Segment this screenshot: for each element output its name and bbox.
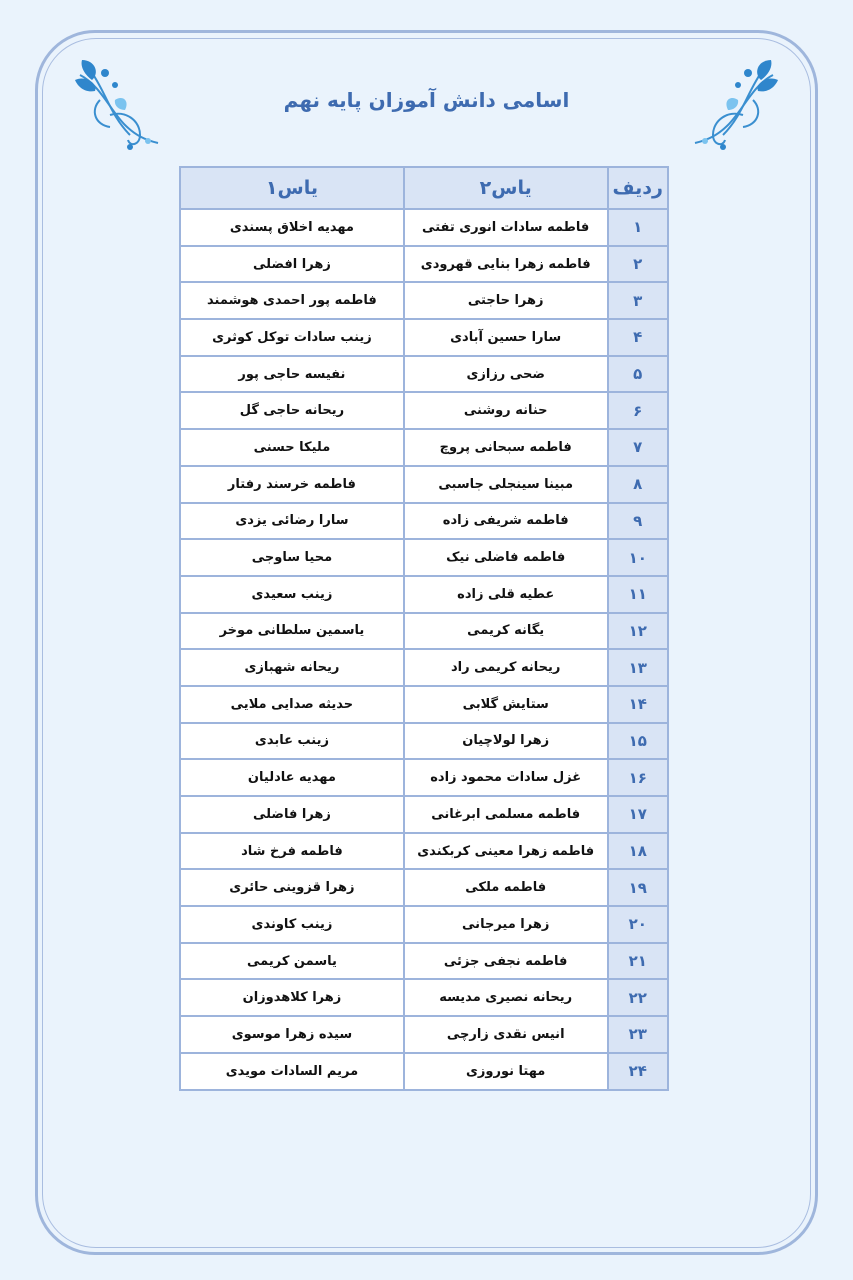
- row-number-cell: ۲۴: [608, 1053, 668, 1090]
- table-row: [180, 503, 668, 540]
- yas1-name-cell: زینب عابدی: [180, 723, 404, 760]
- yas2-name-cell: غزل سادات محمود زاده: [404, 759, 608, 796]
- table-header-row: [180, 167, 668, 209]
- yas2-name-cell: زهرا لولاچیان: [404, 723, 608, 760]
- yas2-name-cell: ضحی رزازی: [404, 356, 608, 393]
- table-row: [180, 429, 668, 466]
- table-row: [180, 833, 668, 870]
- header-yas1: یاس۱: [180, 167, 404, 209]
- row-number-cell: ۸: [608, 466, 668, 503]
- row-number-cell: ۴: [608, 319, 668, 356]
- yas2-name-cell: مبینا سینجلی جاسبی: [404, 466, 608, 503]
- yas2-name-cell: حنانه روشنی: [404, 392, 608, 429]
- yas1-name-cell: ریحانه شهبازی: [180, 649, 404, 686]
- row-number-cell: ۱۵: [608, 723, 668, 760]
- row-number-cell: ۲۱: [608, 943, 668, 980]
- yas2-name-cell: ستایش گلابی: [404, 686, 608, 723]
- yas1-name-cell: زینب سادات توکل کوثری: [180, 319, 404, 356]
- yas1-name-cell: مهدیه اخلاق پسندی: [180, 209, 404, 246]
- yas1-name-cell: فاطمه خرسند رفتار: [180, 466, 404, 503]
- table-row: [180, 979, 668, 1016]
- table-row: [180, 869, 668, 906]
- table-row: [180, 392, 668, 429]
- yas1-name-cell: زهرا فاضلی: [180, 796, 404, 833]
- yas2-name-cell: فاطمه ملکی: [404, 869, 608, 906]
- yas2-name-cell: مهتا نوروزی: [404, 1053, 608, 1090]
- yas2-name-cell: فاطمه زهرا معینی کربکندی: [404, 833, 608, 870]
- row-number-cell: ۲۰: [608, 906, 668, 943]
- yas2-name-cell: فاطمه شریفی زاده: [404, 503, 608, 540]
- table-row: [180, 319, 668, 356]
- yas2-name-cell: زهرا میرجانی: [404, 906, 608, 943]
- table-row: [180, 576, 668, 613]
- row-number-cell: ۱: [608, 209, 668, 246]
- yas2-name-cell: عطیه قلی زاده: [404, 576, 608, 613]
- table-row: [180, 356, 668, 393]
- yas1-name-cell: یاسمن کریمی: [180, 943, 404, 980]
- row-number-cell: ۷: [608, 429, 668, 466]
- yas1-name-cell: یاسمین سلطانی موخر: [180, 613, 404, 650]
- row-number-cell: ۱۸: [608, 833, 668, 870]
- yas2-name-cell: فاطمه سبحانی پروچ: [404, 429, 608, 466]
- table-row: [180, 613, 668, 650]
- row-number-cell: ۶: [608, 392, 668, 429]
- row-number-cell: ۱۹: [608, 869, 668, 906]
- yas1-name-cell: زهرا قزوینی حائری: [180, 869, 404, 906]
- yas2-name-cell: فاطمه فاضلی نیک: [404, 539, 608, 576]
- table-row: [180, 723, 668, 760]
- table-row: [180, 796, 668, 833]
- table-row: [180, 466, 668, 503]
- yas1-name-cell: سیده زهرا موسوی: [180, 1016, 404, 1053]
- yas1-name-cell: فاطمه پور احمدی هوشمند: [180, 282, 404, 319]
- header-yas2: یاس۲: [404, 167, 608, 209]
- table-row: [180, 759, 668, 796]
- yas1-name-cell: زینب کاوندی: [180, 906, 404, 943]
- table-row: [180, 539, 668, 576]
- row-number-cell: ۲: [608, 246, 668, 283]
- yas1-name-cell: مهدیه عادلیان: [180, 759, 404, 796]
- yas2-name-cell: زهرا حاجتی: [404, 282, 608, 319]
- yas1-name-cell: فاطمه فرخ شاد: [180, 833, 404, 870]
- table-row: [180, 906, 668, 943]
- yas1-name-cell: ملیکا حسنی: [180, 429, 404, 466]
- row-number-cell: ۱۷: [608, 796, 668, 833]
- row-number-cell: ۲۳: [608, 1016, 668, 1053]
- table-row: [180, 1053, 668, 1090]
- yas1-name-cell: محیا ساوجی: [180, 539, 404, 576]
- yas1-name-cell: زینب سعیدی: [180, 576, 404, 613]
- row-number-cell: ۳: [608, 282, 668, 319]
- yas2-name-cell: فاطمه مسلمی ابرغانی: [404, 796, 608, 833]
- yas2-name-cell: فاطمه سادات انوری تفتی: [404, 209, 608, 246]
- table-row: [180, 246, 668, 283]
- yas1-name-cell: ریحانه حاجی گل: [180, 392, 404, 429]
- yas1-name-cell: مریم السادات مویدی: [180, 1053, 404, 1090]
- table-row: [180, 686, 668, 723]
- yas2-name-cell: سارا حسین آبادی: [404, 319, 608, 356]
- row-number-cell: ۲۲: [608, 979, 668, 1016]
- yas2-name-cell: ریحانه نصیری مدیسه: [404, 979, 608, 1016]
- row-number-cell: ۱۶: [608, 759, 668, 796]
- yas2-name-cell: یگانه کریمی: [404, 613, 608, 650]
- table-row: [180, 1016, 668, 1053]
- row-number-cell: ۱۲: [608, 613, 668, 650]
- row-number-cell: ۹: [608, 503, 668, 540]
- table-row: [180, 943, 668, 980]
- yas2-name-cell: فاطمه زهرا بنایی قهرودی: [404, 246, 608, 283]
- row-number-cell: ۵: [608, 356, 668, 393]
- yas1-name-cell: سارا رضائی یزدی: [180, 503, 404, 540]
- table-row: [180, 649, 668, 686]
- students-table: [179, 166, 669, 1091]
- header-row-number: ردیف: [608, 167, 668, 209]
- yas1-name-cell: حدیثه صدایی ملایی: [180, 686, 404, 723]
- yas1-name-cell: نفیسه حاجی پور: [180, 356, 404, 393]
- yas2-name-cell: انیس نقدی زارچی: [404, 1016, 608, 1053]
- row-number-cell: ۱۴: [608, 686, 668, 723]
- row-number-cell: ۱۰: [608, 539, 668, 576]
- yas1-name-cell: زهرا کلاهدوزان: [180, 979, 404, 1016]
- table-row: [180, 209, 668, 246]
- table-row: [180, 282, 668, 319]
- row-number-cell: ۱۳: [608, 649, 668, 686]
- row-number-cell: ۱۱: [608, 576, 668, 613]
- page-title: اسامی دانش آموزان پایه نهم: [283, 88, 570, 112]
- yas1-name-cell: زهرا افضلی: [180, 246, 404, 283]
- yas2-name-cell: ریحانه کریمی راد: [404, 649, 608, 686]
- yas2-name-cell: فاطمه نجفی جزئی: [404, 943, 608, 980]
